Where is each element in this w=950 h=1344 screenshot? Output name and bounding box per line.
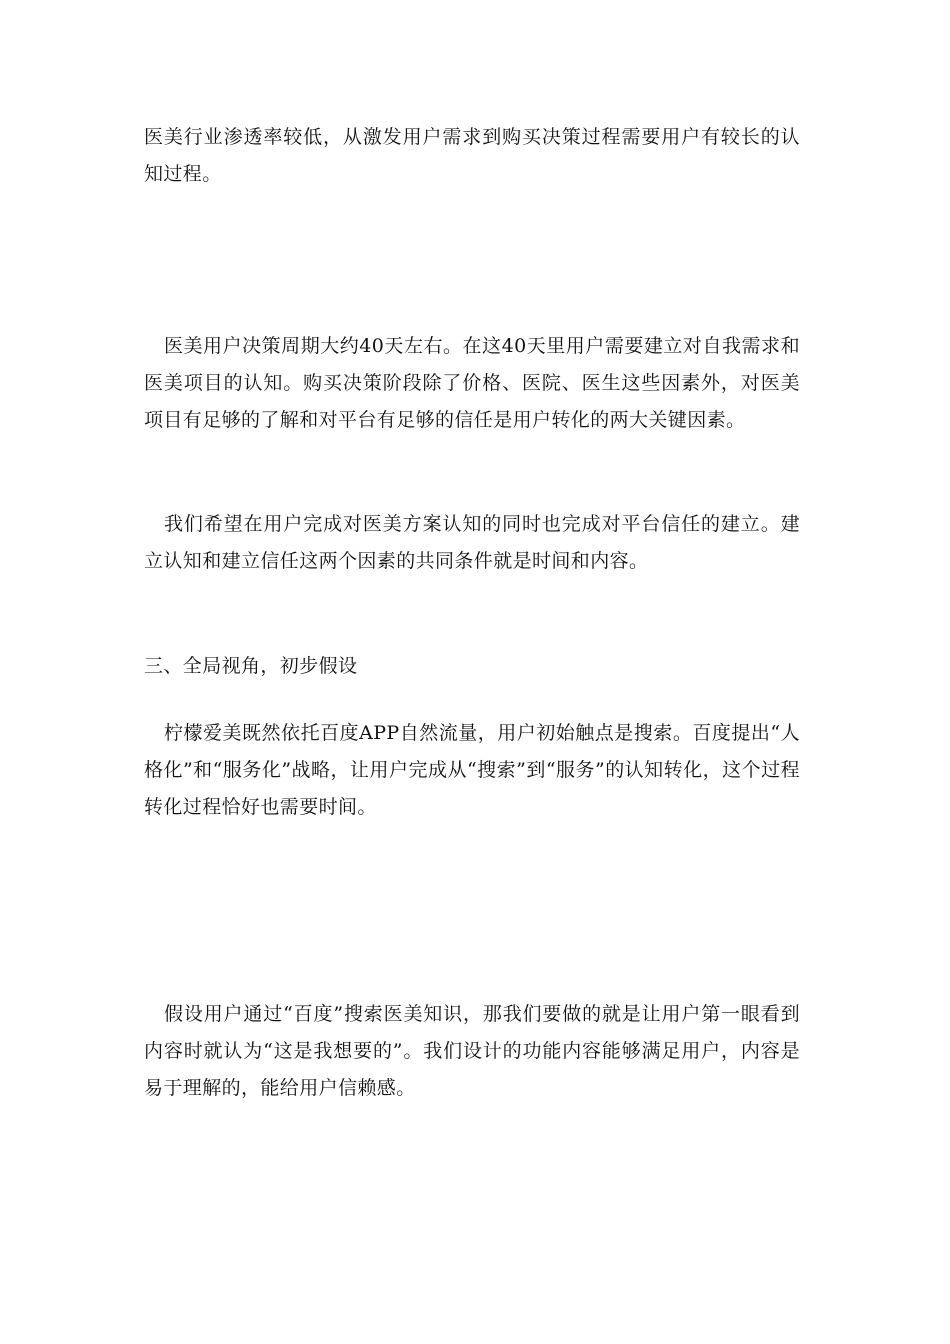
paragraph-trust-building: 我们希望在用户完成对医美方案认知的同时也完成对平台信任的建立。建立认知和建立信任这两个因素的共同条件就是时间和内容。 — [144, 513, 800, 572]
paragraph-awareness-process: 医美行业渗透率较低，从激发用户需求到购买决策过程需要用户有较长的认知过程。 — [144, 126, 800, 185]
section-heading: 三、全局视角，初步假设 — [144, 655, 358, 677]
paragraph-decision-cycle: 医美用户决策周期大约40天左右。在这40天里用户需要建立对自我需求和医美项目的认知。购买决策阶段除了价格、医院、医生这些因素外，对医美项目有足够的了解和对平台有足够的信任是用户转化的两大关键因素。 — [144, 335, 800, 431]
paragraph-baidu-traffic: 柠檬爱美既然依托百度APP自然流量，用户初始触点是搜索。百度提出“人格化”和“服务化”战略，让用户完成从“搜索”到“服务”的认知转化，这个过程转化过程恰好也需要时间。 — [144, 722, 800, 818]
paragraph-hypothesis: 假设用户通过“百度”搜索医美知识，那我们要做的就是让用户第一眼看到内容时就认为“这是我想要的”。我们设计的功能内容能够满足用户，内容是易于理解的，能给用户信赖感。 — [144, 1003, 800, 1099]
